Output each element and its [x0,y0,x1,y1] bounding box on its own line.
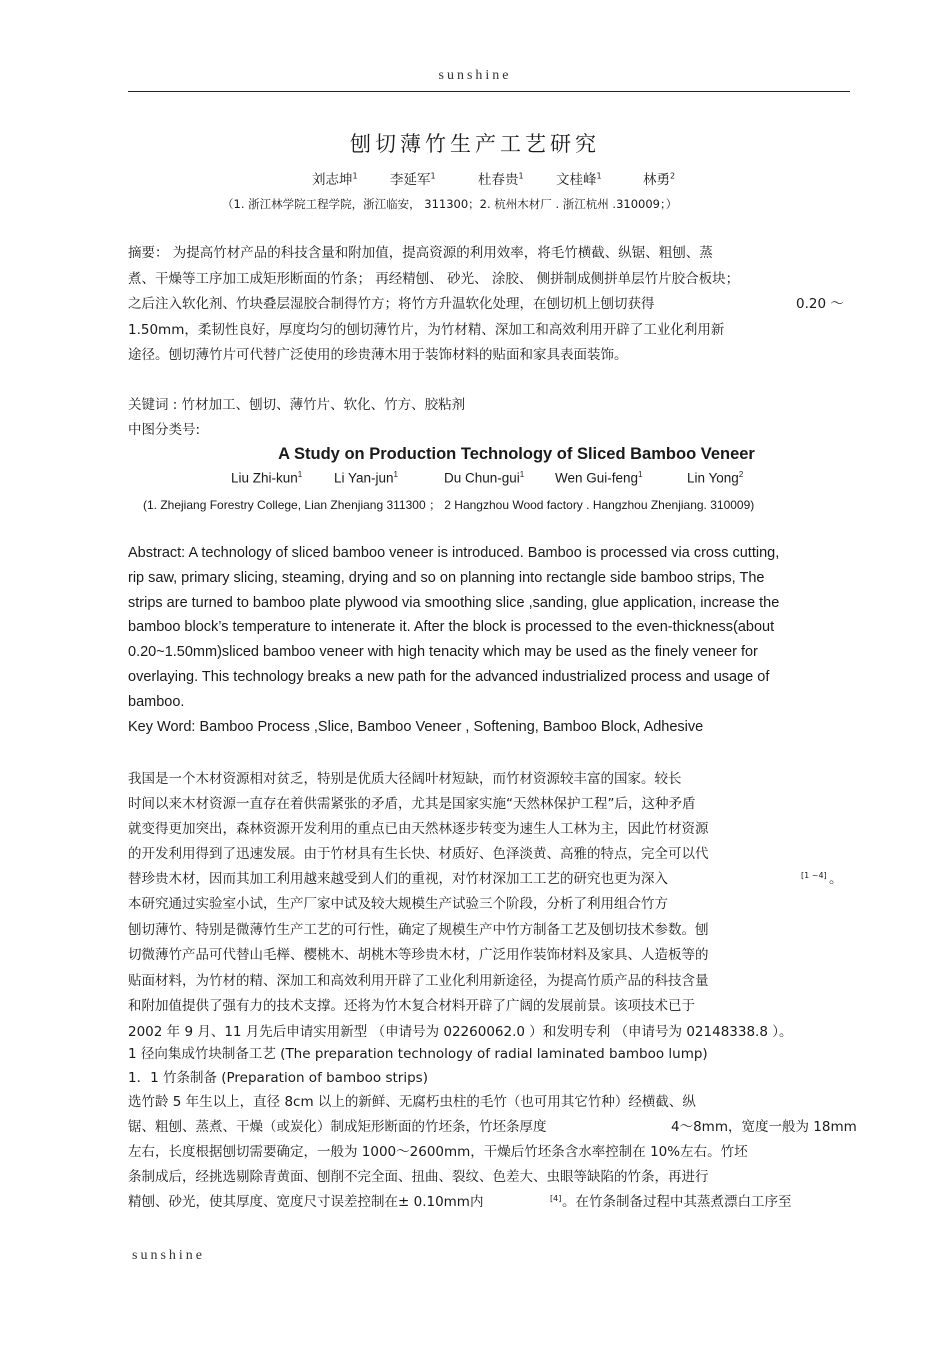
abstract-line: 之后注入软化剂、竹块叠层湿胶合制得竹方；将竹方升温软化处理，在刨切机上刨切获得 [128,296,655,312]
body-line: 左右，长度根据刨切需要确定，一般为 1000～2600mm，干燥后竹坯条含水率控制在 10%左右。竹坯 [128,1144,748,1160]
author-2: 李延军$^1$ [390,171,436,188]
english-affiliation: (1. Zhejiang Forestry College, Lian Zhenjiang 311300 ； 2 Hangzhou Wood factory . Hangzhou Zhenjiang. 310009) [143,498,755,512]
section-heading-1: 1 径向集成竹块制备工艺 (The preparation technology of radial laminated bamboo lump) [128,1046,708,1062]
body-line: 本研究通过实验室小试，生产厂家中试及较大规模生产试验三个阶段，分析了利用组合竹方 [128,896,668,912]
author-1: 刘志坤$^1$ [312,171,358,188]
author-5: 林勇$^2$ [643,171,676,188]
body-line: 2002 年 9 月、11 月先后申请实用新型 （申请号为 02260062.0 ）和发明专利 （申请号为 02148338.8 ）。 [128,1023,793,1040]
abstract-line-tail: 0.20 ～ [796,296,844,312]
chinese-authors [0,168,950,190]
author-en-2: Li Yan-jun$^1$ [334,470,398,486]
abstract-en-line: bamboo. [128,693,185,710]
body-line: 条制成后，经挑选剔除青黄面、刨削不完全面、扭曲、裂纹、色差大、虫眼等缺陷的竹条，再进行 [128,1169,709,1185]
keywords-en: Key Word: Bamboo Process ,Slice, Bamboo Veneer , Softening, Bamboo Block, Adhesive [128,718,704,735]
body-line: 贴面材料，为竹材的精、深加工和高效利用开辟了工业化利用新途径，为提高竹质产品的科技含量 [128,972,709,989]
abstract-en-line: overlaying. This technology breaks a new path for the advanced industrialized process and usage of [128,669,770,685]
body-paragraph-2 [128,892,858,1044]
abstract-line: 1.50mm，柔韧性良好，厚度均匀的刨切薄竹片，为竹材精、深加工和高效利用开辟了工业化利用新 [128,321,725,338]
header-rule [128,91,850,92]
abstract-line: 摘要： 为提高竹材产品的科技含量和附加值，提高资源的利用效率，将毛竹横截、纵锯、粗刨、蒸 [128,245,713,261]
body-line: 和附加值提供了强有力的技术支撑。还将为竹木复合材料开辟了广阔的发展前景。该项技术已于 [128,998,695,1014]
body-line: 切微薄竹产品可代替山毛榉、樱桃木、胡桃木等珍贵木材，广泛用作装饰材料及家具、人造板等的 [128,947,709,963]
body-line-end: 。在竹条制备过程中其蒸煮漂白工序至 [562,1194,792,1210]
body-line: 时间以来木材资源一直存在着供需紧张的矛盾，尤其是国家实施“天然林保护工程”后，这种矛盾 [128,796,696,812]
author-3: 杜春贵$^1$ [478,171,524,188]
body-line: 我国是一个木材资源相对贫乏，特别是优质大径阔叶材短缺，而竹材资源较丰富的国家。较长 [128,771,682,787]
body-line: 的开发利用得到了迅速发展。由于竹材具有生长快、材质好、色泽淡黄、高雅的特点，完全可以代 [128,846,709,862]
author-en-5: Lin Yong$^2$ [687,470,744,486]
chinese-keywords: 关键词 : 竹材加工、刨切、薄竹片、软化、竹方、胶粘剂 [128,397,466,413]
body-line: 精刨、砂光，使其厚度、宽度尺寸误差控制在± 0.10mm内 [128,1194,484,1210]
abstract-en-line: bamboo block’s temperature to intenerate it. After the block is processed to the even-thickness(about [128,619,775,636]
abstract-en-line: rip saw, primary slicing, steaming, drying and so on planning into rectangle side bamboo strips, The [128,569,765,586]
english-authors [0,470,950,490]
body-line: 就变得更加突出，森林资源开发利用的重点已由天然林逐步转变为速生人工林为主，因此竹材资源 [128,821,709,837]
english-abstract [128,545,850,740]
author-en-4: Wen Gui-feng$^1$ [555,470,643,486]
body-paragraph-1 [128,767,858,895]
body-line-tail: 4～8mm，宽度一般为 18mm [671,1119,857,1135]
body-line-end: 。 [829,871,843,887]
author-4: 文桂峰$^1$ [556,171,602,188]
section-heading-1-1: 1．1 竹条制备 (Preparation of bamboo strips) [128,1070,428,1086]
author-en-1: Liu Zhi-kun$^1$ [231,470,303,486]
abstract-line: 途径。刨切薄竹片可代替广泛使用的珍贵薄木用于装饰材料的贴面和家具表面装饰。 [128,347,628,363]
body-paragraph-3 [128,1090,858,1218]
author-en-3: Du Chun-gui$^1$ [444,470,525,486]
english-title: A Study on Production Technology of Sliced Bamboo Veneer [278,445,755,463]
chinese-affiliation: （1. 浙江林学院工程学院，浙江临安， 311300；2. 杭州木材厂 . 浙江杭州 .310009；） [222,197,678,211]
abstract-line: 煮、干燥等工序加工成矩形断面的竹条； 再经精刨、 砂光、 涂胶、 侧拼制成侧拼单层竹片胶合板块； [128,270,740,287]
classification-number: 中图分类号: [128,422,201,438]
body-line: 刨切薄竹、特别是微薄竹生产工艺的可行性，确定了规模生产中竹方制备工艺及刨切技术参数。刨 [128,921,709,938]
page-footer: sunshine [132,1248,205,1263]
abstract-en-line: Abstract: A technology of sliced bamboo veneer is introduced. Bamboo is processed via cross cutting, [128,545,780,561]
body-line: 选竹龄 5 年生以上，直径 8cm 以上的新鲜、无腐朽虫柱的毛竹（也可用其它竹种）经横截、纵 [128,1094,696,1110]
citation-ref: [4] [550,1194,562,1203]
citation-ref: [1 ~4] [801,871,827,880]
body-line: 锯、粗刨、蒸煮、干燥（或炭化）制成矩形断面的竹坯条，竹坯条厚度 [128,1119,547,1135]
chinese-abstract [128,241,850,371]
chinese-title: 刨切薄竹生产工艺研究 [350,132,600,156]
abstract-en-line: 0.20~1.50mm)sliced bamboo veneer with high tenacity which may be used as the finely veneer for [128,644,758,661]
abstract-en-line: strips are turned to bamboo plate plywood via smoothing slice ,sanding, glue application, increase the [128,594,780,611]
body-line: 替珍贵木材，因而其加工利用越来越受到人们的重视，对竹材深加工工艺的研究也更为深入 [128,871,668,887]
page-header: sunshine [438,68,512,83]
